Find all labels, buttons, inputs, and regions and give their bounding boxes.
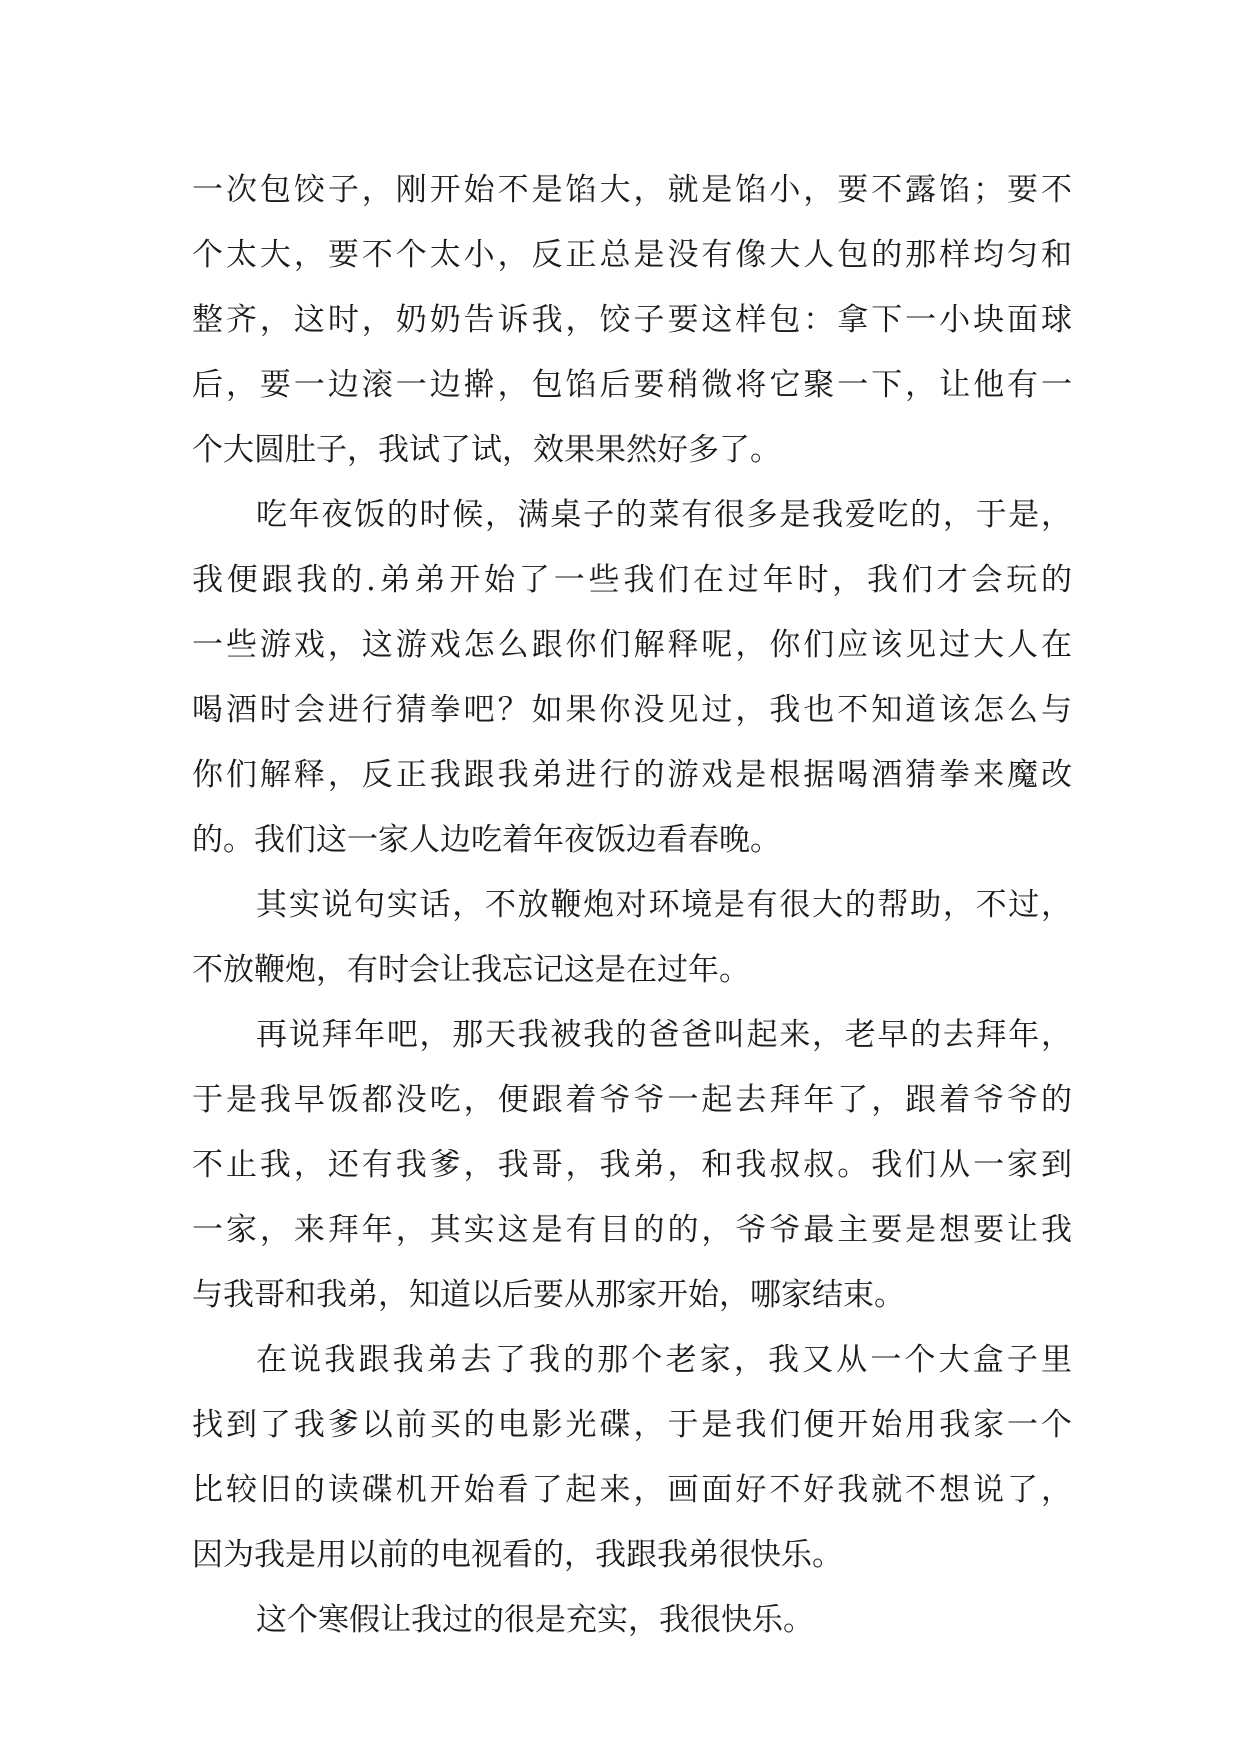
text-line: 找到了我爹以前买的电影光碟，于是我们便开始用我家一个 — [192, 1407, 1072, 1443]
text-line: 再说拜年吧，那天我被我的爸爸叫起来，老早的去拜年， — [256, 1017, 1072, 1053]
text-line: 其实说句实话，不放鞭炮对环境是有很大的帮助，不过， — [256, 887, 1072, 923]
text-line: 这个寒假让我过的很是充实，我很快乐。 — [256, 1602, 814, 1638]
text-line: 个太大，要不个太小，反正总是没有像大人包的那样均匀和 — [192, 237, 1072, 273]
text-line: 一次包饺子，刚开始不是馅大，就是馅小，要不露馅；要不 — [192, 172, 1072, 208]
text-line: 不放鞭炮，有时会让我忘记这是在过年。 — [192, 952, 750, 988]
text-line: 一家，来拜年，其实这是有目的的，爷爷最主要是想要让我 — [192, 1212, 1072, 1248]
body-text — [192, 158, 1072, 1653]
text-line: 于是我早饭都没吃，便跟着爷爷一起去拜年了，跟着爷爷的 — [192, 1082, 1072, 1118]
text-line: 比较旧的读碟机开始看了起来，画面好不好我就不想说了， — [192, 1472, 1072, 1508]
text-line: 个大圆肚子，我试了试，效果果然好多了。 — [192, 432, 781, 468]
text-line: 喝酒时会进行猜拳吧？如果你没见过，我也不知道该怎么与 — [192, 692, 1072, 728]
paragraph-6 — [192, 1588, 1072, 1653]
text-line: 后，要一边滚一边擀，包馅后要稍微将它聚一下，让他有一 — [192, 367, 1072, 403]
text-line: 我便跟我的.弟弟开始了一些我们在过年时，我们才会玩的 — [192, 562, 1072, 598]
paragraph-1 — [192, 158, 1072, 483]
paragraph-5 — [192, 1328, 1072, 1588]
paragraph-4 — [192, 1003, 1072, 1328]
text-line: 与我哥和我弟，知道以后要从那家开始，哪家结束。 — [192, 1277, 905, 1313]
paragraph-2 — [192, 483, 1072, 873]
text-line: 因为我是用以前的电视看的，我跟我弟很快乐。 — [192, 1537, 843, 1573]
text-line: 整齐，这时，奶奶告诉我，饺子要这样包：拿下一小块面球 — [192, 302, 1072, 338]
text-line: 吃年夜饭的时候，满桌子的菜有很多是我爱吃的，于是， — [256, 497, 1072, 533]
text-line: 不止我，还有我爹，我哥，我弟，和我叔叔。我们从一家到 — [192, 1147, 1072, 1183]
text-line: 你们解释，反正我跟我弟进行的游戏是根据喝酒猜拳来魔改 — [192, 757, 1072, 793]
text-line: 在说我跟我弟去了我的那个老家，我又从一个大盒子里 — [256, 1342, 1072, 1378]
paragraph-3 — [192, 873, 1072, 1003]
text-line: 一些游戏，这游戏怎么跟你们解释呢，你们应该见过大人在 — [192, 627, 1072, 663]
text-line: 的。我们这一家人边吃着年夜饭边看春晚。 — [192, 822, 781, 858]
